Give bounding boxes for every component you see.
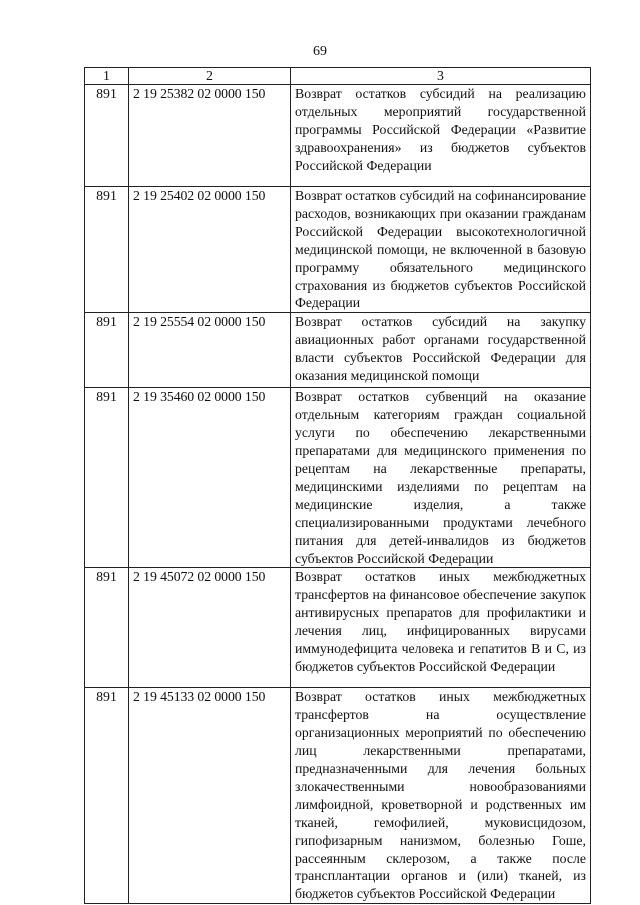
- budget-code-cell: 2 19 45133 02 0000 150: [129, 688, 291, 904]
- budget-code-cell: 2 19 25554 02 0000 150: [129, 313, 291, 388]
- description-cell: Возврат остатков субсидий на закупку авиационных работ органами государственной власти субъектов Российской Федерации для оказания медицинской помощи: [291, 313, 591, 388]
- admin-code-cell: 891: [85, 187, 129, 313]
- budget-code-cell: 2 19 35460 02 0000 150: [129, 388, 291, 568]
- budget-code-cell: 2 19 25382 02 0000 150: [129, 85, 291, 187]
- budget-code-cell: 2 19 25402 02 0000 150: [129, 187, 291, 313]
- page-number: 69: [313, 44, 327, 59]
- table-row: [85, 313, 591, 388]
- budget-code-cell: 2 19 45072 02 0000 150: [129, 568, 291, 688]
- admin-code-cell: 891: [85, 85, 129, 187]
- table-header-row: [85, 68, 591, 85]
- budget-codes-table: [84, 67, 591, 904]
- table-row: [85, 688, 591, 904]
- column-header-3: 3: [291, 68, 591, 85]
- column-header-2: 2: [129, 68, 291, 85]
- admin-code-cell: 891: [85, 388, 129, 568]
- description-cell: Возврат остатков иных межбюджетных трансфертов на осуществление организационных мероприятий по обеспечению лиц лекарственными препаратами, предназначенными для лечения больных злокачественными новообразованиями лимфоидной, кроветворной и родственных им тканей, гемофилией, муковисцидозом, гипофизарным нанизмом, болезнью Гоше, рассеянным склерозом, а также после трансплантации органов и (или) тканей, из бюджетов субъектов Российской Федерации: [291, 688, 591, 904]
- admin-code-cell: 891: [85, 313, 129, 388]
- admin-code-cell: 891: [85, 568, 129, 688]
- column-header-1: 1: [85, 68, 129, 85]
- description-cell: Возврат остатков субсидий на реализацию отдельных мероприятий государственной программы Российской Федерации «Развитие здравоохранения» из бюджетов субъектов Российской Федерации: [291, 85, 591, 187]
- description-cell: Возврат остатков субвенций на оказание отдельным категориям граждан социальной услуги по обеспечению лекарственными препаратами для медицинского применения по рецептам на лекарственные препараты, медицинскими изделиями по рецептам на медицинские изделия, а также специализированными продуктами лечебного питания для детей-инвалидов из бюджетов субъектов Российской Федерации: [291, 388, 591, 568]
- table-row: [85, 187, 591, 313]
- table-row: [85, 85, 591, 187]
- admin-code-cell: 891: [85, 688, 129, 904]
- table-row: [85, 568, 591, 688]
- table-row: [85, 388, 591, 568]
- description-cell: Возврат остатков иных межбюджетных трансфертов на финансовое обеспечение закупок антивирусных препаратов для профилактики и лечения лиц, инфицированных вирусами иммунодефицита человека и гепатитов B и C, из бюджетов субъектов Российской Федерации: [291, 568, 591, 688]
- description-cell: Возврат остатков субсидий на софинансирование расходов, возникающих при оказании гражданам Российской Федерации высокотехнологичной медицинской помощи, не включенной в базовую программу обязательного медицинского страхования из бюджетов субъектов Российской Федерации: [291, 187, 591, 313]
